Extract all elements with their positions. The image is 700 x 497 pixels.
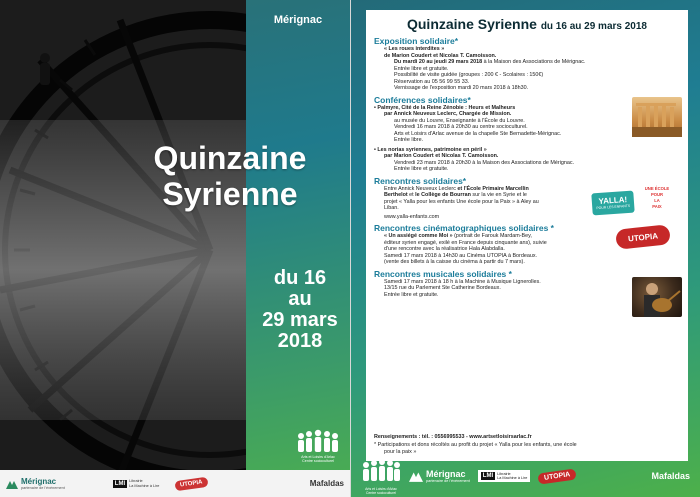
expo-place: à la Maison des Associations de Mérignac. [482, 59, 586, 65]
txt: (portrait de Farouk Mardam-Bey, [452, 233, 532, 239]
ecole-line: PAIX [652, 203, 662, 209]
musique-line: 13/15 rue du Parlement Ste Catherine Bordeaux. [384, 285, 501, 291]
cover-date-line: 29 mars [262, 309, 338, 331]
section-conferences [374, 105, 680, 173]
ecole-paix-text [642, 186, 672, 210]
lml-mark: LMl [482, 473, 494, 479]
oud-player-icon [632, 277, 682, 317]
section-heading-exposition: Exposition solidaire* [374, 36, 459, 46]
txt: Entre Annick Neuveux Leclerc [384, 185, 456, 192]
cine-line: éditeur syrien engagé, exilé en France depuis cinquante ans), suivie [384, 239, 547, 246]
arts-loisirs-people-icon [296, 428, 340, 454]
program-title [374, 16, 680, 32]
yalla-logo [592, 186, 672, 222]
arts-loisirs-caption: Arts et Loisirs d'Arlac Centre socioculturel [365, 486, 397, 495]
program-partners-footer [351, 455, 700, 497]
section-heading-musique: Rencontres musicales solidaires * [374, 268, 512, 279]
palmyra-photo [632, 97, 682, 137]
cover-title [120, 140, 340, 212]
merignac-subtitle: partenaire de l'événement [21, 486, 65, 490]
txt: le Collège de Bourran [415, 192, 471, 198]
caption-line: Arts et Loisirs d'Arlac [301, 455, 335, 459]
waterwheel-illustration [0, 0, 246, 475]
rencontres-line: projet « Yalla pour les enfants Une école pour la Paix » à Aley au [384, 198, 539, 205]
musique-line: Samedi 17 mars 2018 à 18 h à la Machine à Musique Lignerolles. [384, 278, 541, 285]
mafaldas-logo: Mafaldas [651, 471, 690, 481]
cover-partners-footer [0, 470, 350, 497]
section-musique [374, 279, 680, 299]
expo-line: Vernissage de l'exposition mardi 20 mars 2018 à 18h30. [394, 85, 529, 91]
conf-line: • Les norias syriennes, patrimoine en péril » [374, 146, 487, 153]
ecole-line: POUR [650, 191, 664, 197]
program-title-dates: du 16 au 29 mars 2018 [540, 21, 647, 32]
cine-line: Samedi 17 mars 2018 à 14h30 au Cinéma UTOPIA à Bordeaux. [384, 252, 538, 259]
yalla-website: www.yalla-enfants.com [384, 213, 440, 220]
merignac-logo [409, 469, 470, 483]
yalla-text: YALLA! [598, 194, 628, 206]
ecole-line: UNE ÉCOLE [644, 185, 670, 191]
lml-logo [113, 479, 160, 488]
utopia-logo: UTOPIA [538, 468, 577, 484]
arts-loisirs-people-icon [361, 458, 401, 482]
lml-line: La Machine à Lire [497, 476, 528, 480]
caption-line: Centre socioculturel [302, 459, 334, 464]
conf-line: par Marion Coudert et Nicolas T. Camoisson. [384, 153, 499, 159]
cover-title-line: Syrienne [162, 176, 298, 212]
musician-photo [632, 277, 682, 317]
lml-text [129, 479, 159, 488]
section-exposition [374, 46, 680, 92]
expo-line: « Les roues interdites » [384, 46, 445, 52]
lml-mark: LMl [114, 480, 126, 487]
utopia-logo: UTOPIA [615, 224, 671, 250]
conf-line: • Palmyre, Cité de la Reine Zénobie : Heurs et Malheurs [374, 104, 516, 111]
txt: « Un assiégé comme Moi » [384, 233, 453, 239]
expo-dates: Du mardi 20 au jeudi 29 mars 2018 [394, 59, 483, 65]
cine-line: (vente des billets à la caisse du cinéma à partir du 7 mars). [384, 259, 525, 265]
conf-line: Entrée libre et gratuite. [394, 166, 449, 172]
merignac-name: Mérignac [21, 477, 57, 486]
cover-city: Mérignac [273, 14, 323, 26]
renseignements: Renseignements : tél. : 0556995533 - www.artsetloisirsarlac.fr [374, 433, 532, 440]
txt: et l'École Primaire Marcellin [455, 185, 529, 192]
conf-line: par Annick Neuveux Leclerc, Chargée de Mission. [384, 111, 512, 117]
cover-title-line: Quinzaine [153, 140, 307, 176]
cover-photo-waterwheel [0, 0, 246, 475]
cover-date-line: 2018 [277, 330, 323, 352]
cover-dates [250, 268, 350, 352]
section-rencontres [374, 186, 680, 221]
section-heading-conferences: Conférences solidaires* [374, 94, 471, 105]
txt: sur la vie en Syrie et le [470, 192, 527, 198]
program-footnotes [374, 434, 680, 456]
utopia-logo: UTOPIA [175, 476, 209, 490]
yalla-sub: POUR LES ENFANTS [596, 203, 631, 210]
section-heading-rencontres: Rencontres solidaires* [374, 175, 467, 186]
expo-line: Réservation au 05 56 99 55 33. [394, 78, 470, 85]
expo-line: de Marion Coudert et Nicolas T. Camoisson. [384, 52, 497, 59]
program-title-text: Quinzaine Syrienne [406, 16, 537, 32]
lml-line: Librairie [497, 471, 511, 476]
section-cinema [374, 230, 680, 266]
footnote-line: * Participations et dons récoltés au profit du projet « Yalla pour les enfants, une école [374, 442, 577, 448]
conf-line: Arts et Loisirs d'Arlac avenue de la chapelle Ste Bernadette-Mérignac. [394, 130, 562, 137]
txt: Berthelot [384, 192, 408, 198]
txt: et [407, 192, 416, 198]
expo-line: Possibilité de visite guidée (groupes : 200 € - Scolaires : 150€) [394, 72, 544, 78]
cine-line: d'une rencontre avec la réalisatrice Hala Alabdalla. [384, 246, 505, 252]
merignac-mark-icon [6, 479, 18, 489]
footnote-line: pour la paix » [384, 448, 417, 455]
cover-date-line: du 16 [273, 267, 327, 289]
lml-logo [478, 470, 531, 483]
conf-line: Entrée libre. [394, 137, 424, 143]
expo-line: Entrée libre et gratuite. [394, 65, 449, 72]
lml-line: Librairie [129, 479, 143, 484]
conf-line: au musée du Louvre, Enseignante à l'École du Louvre. [394, 117, 525, 124]
lml-text [497, 472, 527, 481]
musique-line: Entrée libre et gratuite. [384, 291, 439, 298]
cover-date-line: au [288, 288, 312, 310]
merignac-logo [6, 477, 65, 490]
palmyra-ruins-icon [632, 97, 682, 137]
program-panel [366, 10, 688, 461]
rencontres-line: Liban. [384, 205, 399, 211]
merignac-subtitle: partenaire de l'événement [426, 479, 470, 483]
ecole-line: LA [654, 197, 660, 203]
conf-line: Vendredi 16 mars 2018 à 20h30 au centre socioculturel. [394, 124, 528, 130]
section-heading-cinema: Rencontres cinématographiques solidaires * [374, 223, 554, 233]
merignac-name: Mérignac [426, 469, 466, 479]
lml-line: La Machine à Lire [129, 483, 160, 488]
program-flyer [351, 0, 700, 497]
arts-loisirs-logo [361, 458, 401, 495]
mafaldas-logo: Mafaldas [309, 479, 344, 488]
merignac-mark-icon [409, 470, 423, 482]
arts-loisirs-caption [290, 455, 346, 463]
conf-line: Vendredi 23 mars 2018 à 20h30 à la Maison des Associations de Mérignac. [394, 159, 575, 166]
